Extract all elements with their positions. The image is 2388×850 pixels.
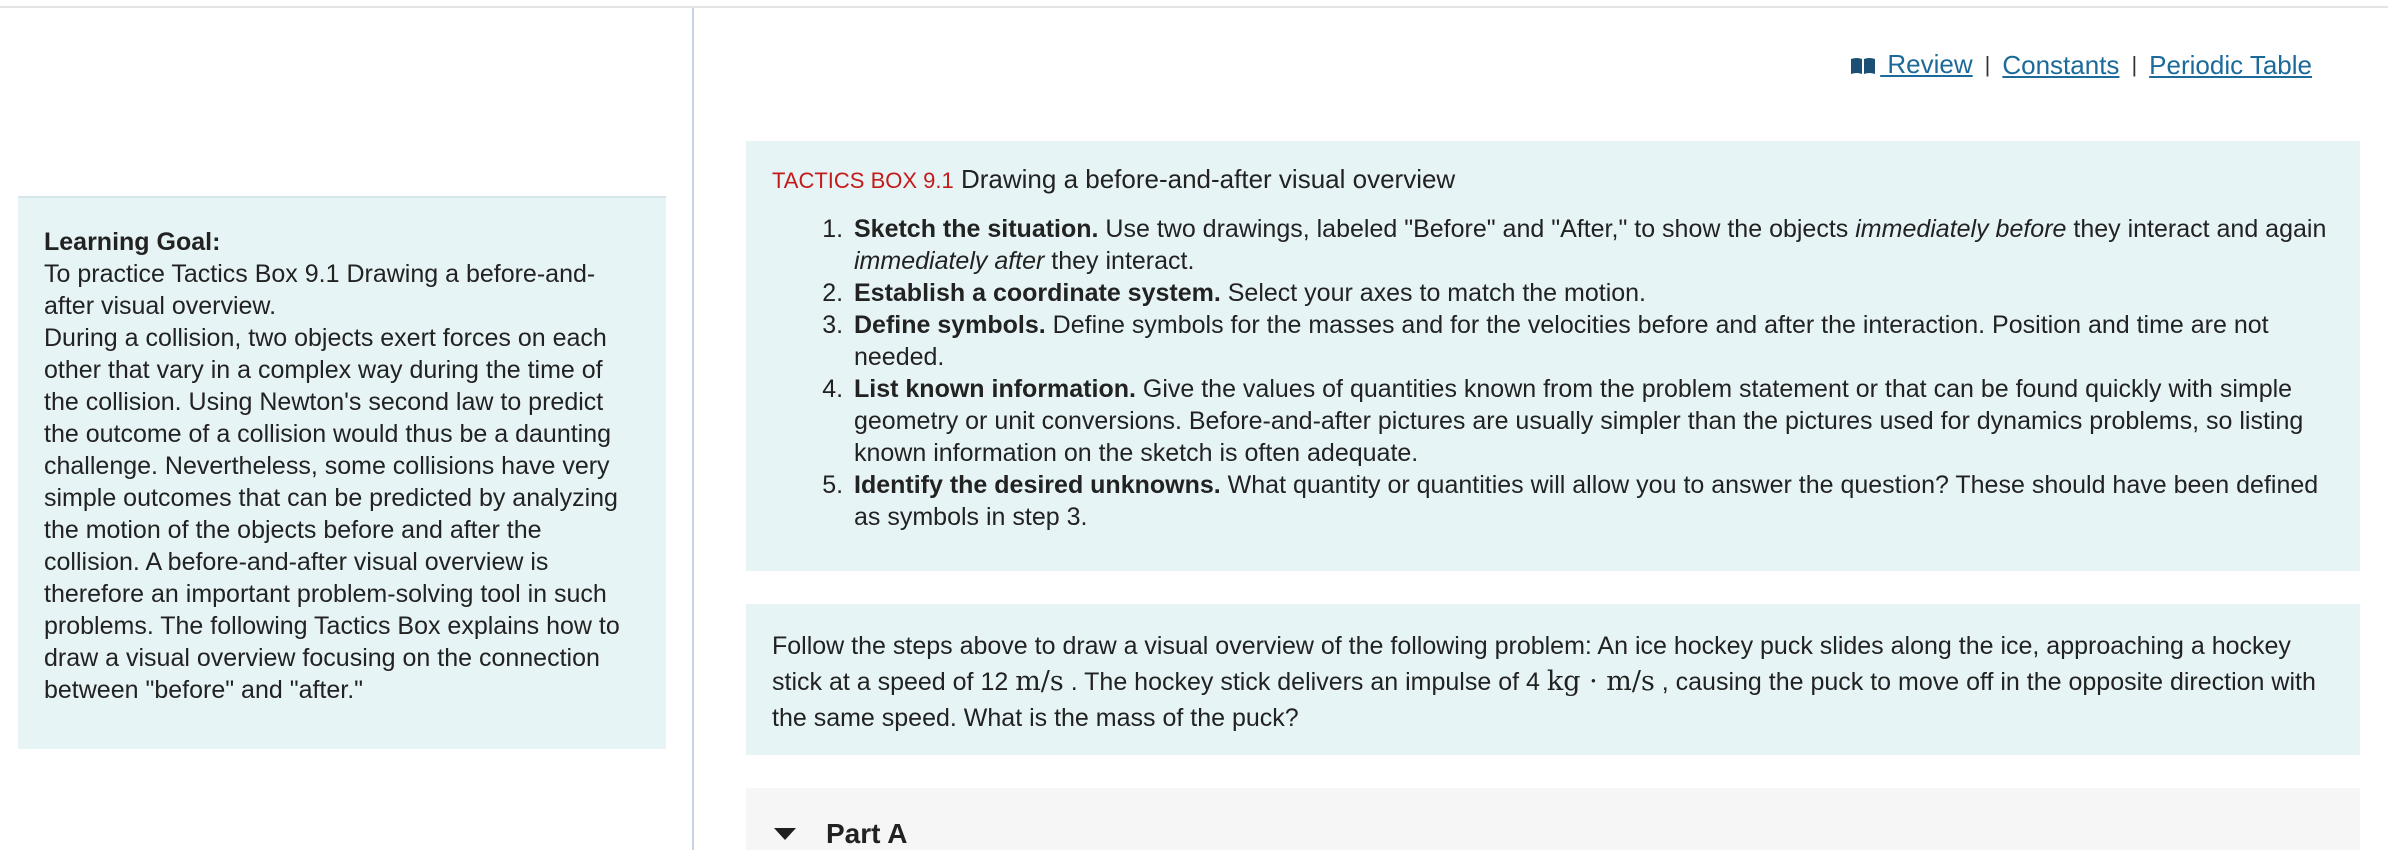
step-heading: List known information. [854, 375, 1136, 403]
caret-down-icon[interactable] [774, 828, 796, 840]
tactics-title: Drawing a before-and-after visual overview [960, 164, 1456, 194]
problem-text: , causing the puck to move off in the opposite direction with the same speed. What is the mass of the puck? [772, 668, 2316, 732]
step-item [850, 469, 2334, 533]
step-text: What quantity or quantities will allow you to answer the question? These should have been defined as symbols in step 3. [854, 471, 2319, 531]
step-item [850, 373, 2334, 469]
step-text: they interact and again [2066, 215, 2327, 243]
learning-goal-title: Learning Goal: [44, 228, 221, 256]
part-a-label: Part A [826, 818, 908, 849]
unit-impulse: kg · m/s [1546, 666, 1655, 697]
tactics-steps [772, 213, 2334, 533]
tactics-box [746, 141, 2360, 571]
review-link[interactable] [1850, 46, 1972, 84]
step-text: Give the values of quantities known from the problem statement or that can be found quickly with simple geometry or unit conversions. Before-and-after pictures are usually simpler than the pictures used for dynamics problems, so listing known information on the sketch is often adequate. [854, 375, 2304, 467]
top-rule [0, 0, 2388, 8]
unit-speed: m/s [1015, 666, 1064, 697]
tactics-heading [772, 163, 2334, 197]
tactics-label: TACTICS BOX 9.1 [772, 168, 954, 193]
resource-links [1850, 46, 2312, 84]
constants-link[interactable]: Constants [2002, 50, 2120, 81]
step-heading: Identify the desired unknowns. [854, 471, 1221, 499]
step-text: Select your axes to match the motion. [1220, 279, 1647, 307]
step-item [850, 277, 2334, 309]
step-text: Use two drawings, labeled "Before" and "After," to show the objects [1098, 215, 1856, 243]
step-heading: Define symbols. [854, 311, 1046, 339]
part-a-header[interactable] [746, 788, 2360, 850]
learning-goal-text: To practice Tactics Box 9.1 Drawing a before-and-after visual overview. [44, 260, 596, 320]
problem-text: Follow the steps above to draw a visual overview of the following problem: An ice hockey puck slides along the ice, approaching a hockey stick at a speed of 12 [772, 632, 2291, 696]
link-separator: | [2131, 52, 2138, 78]
panel-divider [692, 8, 694, 850]
step-item [850, 309, 2334, 373]
review-link-label: Review [1880, 49, 1973, 79]
step-emphasis: immediately after [854, 247, 1045, 275]
learning-goal-panel [18, 196, 666, 749]
step-heading: Sketch the situation. [854, 215, 1099, 243]
step-text: Define symbols for the masses and for the velocities before and after the interaction. Position and time are not needed. [854, 311, 2269, 371]
link-separator: | [1984, 52, 1991, 78]
periodic-table-link[interactable]: Periodic Table [2149, 50, 2312, 81]
problem-statement [746, 604, 2360, 755]
step-item [850, 213, 2334, 277]
step-heading: Establish a coordinate system. [854, 279, 1221, 307]
step-text: they interact. [1044, 247, 1195, 275]
problem-text: . The hockey stick delivers an impulse of 4 [1063, 668, 1547, 696]
step-emphasis: immediately before [1855, 215, 2067, 243]
learning-goal-body: During a collision, two objects exert forces on each other that vary in a complex way during the time of the collision. Using Newton's second law to predict the outcome of a collision would thus be a daunting challenge. Nevertheless, some collisions have very simple outcomes that can be predicted by analyzing the motion of the objects before and after the collision. A before-and-after visual overview is therefore an important problem-solving tool in such problems. The following Tactics Box explains how to draw a visual overview focusing on the connection between "before" and "after." [44, 324, 620, 704]
book-icon [1850, 48, 1876, 84]
